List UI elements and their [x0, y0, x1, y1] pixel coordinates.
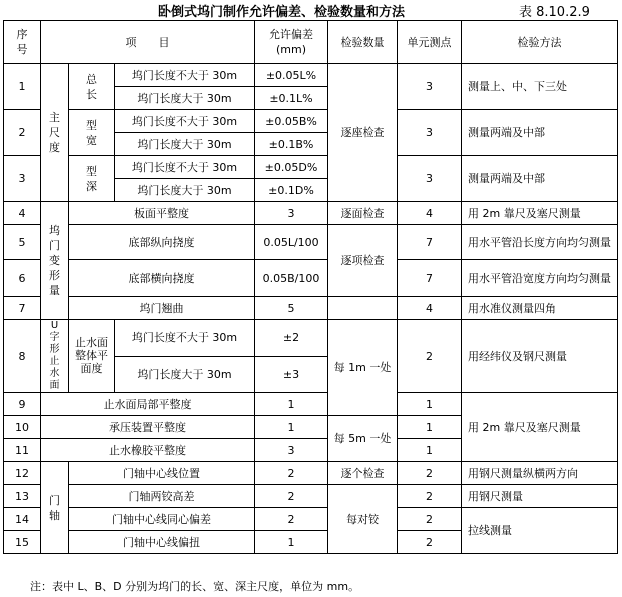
tol-cell: 1: [255, 393, 328, 416]
table-row: [4, 260, 618, 297]
seq-cell: 2: [4, 110, 41, 156]
tol-cell: 5: [255, 297, 328, 320]
header-qty: 检验数量: [328, 21, 398, 64]
seq-cell: 9: [4, 393, 41, 416]
seq-cell: 10: [4, 416, 41, 439]
qty-cell: [328, 297, 398, 320]
table-number: 表 8.10.2.9: [519, 5, 590, 20]
tol-cell: ±0.1B%: [255, 133, 328, 156]
points-cell: 1: [398, 393, 462, 416]
tol-cell: 2: [255, 462, 328, 485]
tol-cell: ±2: [255, 320, 328, 357]
table-row: [4, 202, 618, 225]
cond-cell: 坞门长度不大于 30m: [115, 110, 255, 133]
tol-cell: 3: [255, 439, 328, 462]
cond-cell: 坞门长度不大于 30m: [115, 156, 255, 179]
points-cell: 3: [398, 64, 462, 110]
method-cell: 测量上、中、下三处: [462, 64, 618, 110]
table-row: [4, 393, 618, 416]
method-cell: 用水准仪测量四角: [462, 297, 618, 320]
header-item: 项 目: [41, 21, 255, 64]
points-cell: 2: [398, 320, 462, 393]
table-row: [4, 297, 618, 320]
table-row: [4, 64, 618, 87]
points-cell: 2: [398, 508, 462, 531]
tol-cell: ±0.1D%: [255, 179, 328, 202]
tol-cell: 1: [255, 531, 328, 554]
header-seq: 序号: [4, 21, 41, 64]
item-cell: 底部纵向挠度: [69, 225, 255, 260]
item-cell: 门轴中心线位置: [69, 462, 255, 485]
qty-cell: 每 1m 一处: [328, 320, 398, 416]
points-cell: 2: [398, 531, 462, 554]
header-points: 单元测点: [398, 21, 462, 64]
header-tolerance: 允许偏差(mm): [255, 21, 328, 64]
cond-cell: 坞门长度大于 30m: [115, 179, 255, 202]
table-row: [4, 225, 618, 260]
method-cell: 用经纬仪及钢尺测量: [462, 320, 618, 393]
method-cell: 拉线测量: [462, 508, 618, 554]
group-seal-flat: 止水面整体平面度: [69, 320, 115, 393]
cond-cell: 坞门长度不大于 30m: [115, 64, 255, 87]
seq-cell: 15: [4, 531, 41, 554]
points-cell: 7: [398, 260, 462, 297]
item-cell: 门轴中心线偏扭: [69, 531, 255, 554]
table-title: 卧倒式坞门制作允许偏差、检验数量和方法: [158, 5, 406, 20]
tol-cell: ±0.05D%: [255, 156, 328, 179]
seq-cell: 11: [4, 439, 41, 462]
tol-cell: ±0.05B%: [255, 110, 328, 133]
points-cell: 7: [398, 225, 462, 260]
header-row: [4, 21, 618, 64]
tol-cell: ±0.1L%: [255, 87, 328, 110]
method-cell: 用 2m 靠尺及塞尺测量: [462, 202, 618, 225]
method-cell: 用钢尺测量纵横两方向: [462, 462, 618, 485]
cond-cell: 坞门长度大于 30m: [115, 133, 255, 156]
table-note: 注：表中 L、B、D 分别为坞门的长、宽、深主尺度，单位为 mm。: [30, 580, 360, 593]
cond-cell: 坞门长度大于 30m: [115, 356, 255, 393]
item-cell: 承压装置平整度: [41, 416, 255, 439]
seq-cell: 3: [4, 156, 41, 202]
points-cell: 3: [398, 156, 462, 202]
seq-cell: 1: [4, 64, 41, 110]
seq-cell: 8: [4, 320, 41, 393]
seq-cell: 6: [4, 260, 41, 297]
method-cell: 用 2m 靠尺及塞尺测量: [462, 393, 618, 462]
qty-cell: 每 5m 一处: [328, 416, 398, 462]
cond-cell: 坞门长度大于 30m: [115, 87, 255, 110]
cond-cell: 坞门长度不大于 30m: [115, 320, 255, 357]
method-cell: 测量两端及中部: [462, 110, 618, 156]
points-cell: 4: [398, 202, 462, 225]
seq-cell: 7: [4, 297, 41, 320]
seq-cell: 12: [4, 462, 41, 485]
item-cell: 底部横向挠度: [69, 260, 255, 297]
table-row: [4, 462, 618, 485]
qty-cell: 逐座检查: [328, 64, 398, 202]
header-method: 检验方法: [462, 21, 618, 64]
tol-cell: ±0.05L%: [255, 64, 328, 87]
tol-cell: 1: [255, 416, 328, 439]
tolerance-table: [3, 20, 618, 554]
group-width: 型宽: [69, 110, 115, 156]
item-cell: 门轴中心线同心偏差: [69, 508, 255, 531]
group-total-len: 总长: [69, 64, 115, 110]
item-cell: 板面平整度: [69, 202, 255, 225]
qty-cell: 逐面检查: [328, 202, 398, 225]
item-cell: 止水橡胶平整度: [41, 439, 255, 462]
table-row: [4, 320, 618, 357]
tol-cell: 2: [255, 508, 328, 531]
table-caption: [0, 0, 622, 20]
qty-cell: 逐项检查: [328, 225, 398, 297]
item-cell: 止水面局部平整度: [41, 393, 255, 416]
points-cell: 3: [398, 110, 462, 156]
seq-cell: 13: [4, 485, 41, 508]
item-cell: 坞门翘曲: [69, 297, 255, 320]
table-row: [4, 508, 618, 531]
qty-cell: 每对铰: [328, 485, 398, 554]
method-cell: 用水平管沿宽度方向均匀测量: [462, 260, 618, 297]
tol-cell: 3: [255, 202, 328, 225]
group-deform: 坞门变形量: [41, 202, 69, 320]
points-cell: 1: [398, 416, 462, 439]
tol-cell: 0.05B/100: [255, 260, 328, 297]
qty-cell: 逐个检查: [328, 462, 398, 485]
table-row: [4, 110, 618, 133]
group-u-seal: U字形止水面: [41, 320, 69, 393]
seq-cell: 4: [4, 202, 41, 225]
table-row: [4, 156, 618, 179]
method-cell: 用钢尺测量: [462, 485, 618, 508]
seq-cell: 14: [4, 508, 41, 531]
tol-cell: ±3: [255, 356, 328, 393]
item-cell: 门轴两铰高差: [69, 485, 255, 508]
table-row: [4, 485, 618, 508]
group-main-dim: 主尺度: [41, 64, 69, 202]
tol-cell: 0.05L/100: [255, 225, 328, 260]
seq-cell: 5: [4, 225, 41, 260]
method-cell: 测量两端及中部: [462, 156, 618, 202]
method-cell: 用水平管沿长度方向均匀测量: [462, 225, 618, 260]
tol-cell: 2: [255, 485, 328, 508]
group-shaft: 门轴: [41, 462, 69, 554]
points-cell: 2: [398, 462, 462, 485]
points-cell: 2: [398, 485, 462, 508]
points-cell: 1: [398, 439, 462, 462]
points-cell: 4: [398, 297, 462, 320]
group-depth: 型深: [69, 156, 115, 202]
